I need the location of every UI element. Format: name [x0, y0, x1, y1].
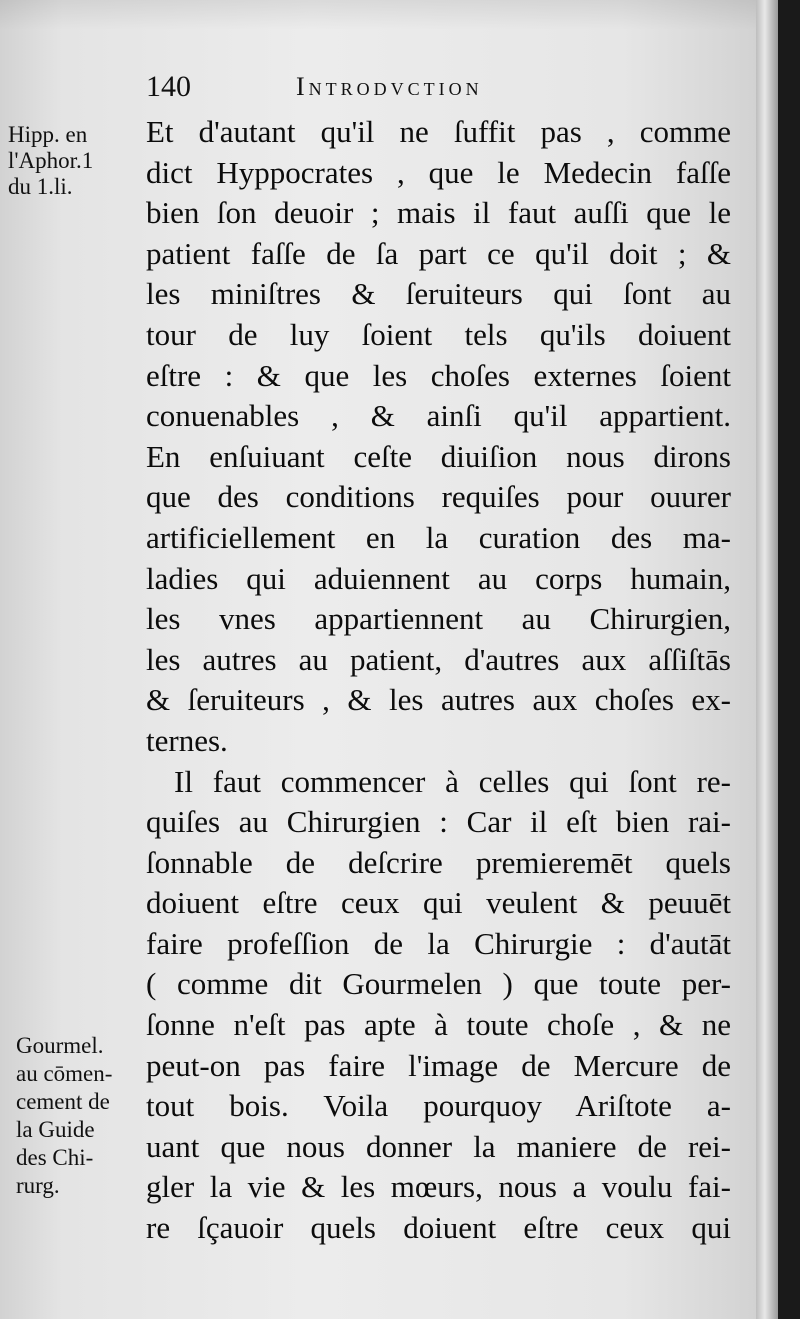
- margin-note-line: au cōmen-: [16, 1061, 113, 1086]
- page-shadow: [0, 0, 778, 30]
- text-line: doiuent eſtre ceux qui veulent & peuuēt: [146, 885, 731, 921]
- margin-note-gourmelen: [16, 1032, 146, 1200]
- margin-note-line: rurg.: [16, 1173, 60, 1198]
- text-line: bien ſon deuoir ; mais il faut auſſi que le: [146, 195, 731, 231]
- text-line: ( comme dit Gourmelen ) que toute per-: [146, 966, 731, 1002]
- text-line: faire profeſſion de la Chirurgie : d'autāt: [146, 925, 731, 961]
- text-line: conuenables , & ainſi qu'il appartient.: [146, 398, 731, 434]
- text-line: les miniſtres & ſeruiteurs qui ſont au: [146, 276, 731, 312]
- margin-note-line: Gourmel.: [16, 1033, 104, 1058]
- page-header: [146, 70, 746, 110]
- margin-note-line: la Guide: [16, 1117, 95, 1142]
- text-line: eſtre : & que les choſes externes ſoient: [146, 357, 731, 393]
- text-line: peut-on pas faire l'image de Mercure de: [146, 1047, 731, 1083]
- page-edge: [756, 0, 778, 1319]
- text-line: les vnes appartiennent au Chirurgien,: [146, 601, 731, 637]
- body-text: [146, 112, 731, 1249]
- text-line: les autres au patient, d'autres aux aſſiſtās: [146, 641, 731, 677]
- margin-note-line: des Chi-: [16, 1145, 94, 1170]
- margin-note-hippocrates: [8, 122, 143, 200]
- text-line: ſonnable de deſcrire premieremēt quels: [146, 844, 731, 880]
- text-line: Et d'autant qu'il ne ſuffit pas , comme: [146, 114, 731, 149]
- text-line: gler la vie & les mœurs, nous a voulu fai-: [146, 1169, 731, 1205]
- text-line: artificiellement en la curation des ma-: [146, 519, 731, 555]
- text-line: patient faſſe de ſa part ce qu'il doit ; &: [146, 235, 731, 271]
- text-line: ſonne n'eſt pas apte à toute choſe , & ne: [146, 1007, 731, 1043]
- text-line: re ſçauoir quels doiuent eſtre ceux qui: [146, 1210, 731, 1246]
- running-title: Introdvction: [296, 72, 483, 101]
- text-line: ladies qui aduiennent au corps humain,: [146, 560, 731, 596]
- text-line: tour de luy ſoient tels qu'ils doiuent: [146, 316, 731, 352]
- page-number: 140: [146, 70, 191, 103]
- text-line: & ſeruiteurs , & les autres aux choſes ex-: [146, 682, 731, 718]
- text-line: tout bois. Voila pourquoy Ariſtote a-: [146, 1088, 731, 1124]
- text-line: En enſuiuant ceſte diuiſion nous dirons: [146, 438, 731, 474]
- text-line: dict Hyppocrates , que le Medecin faſſe: [146, 154, 731, 190]
- margin-note-line: Hipp. en: [8, 122, 88, 147]
- text-line: Il faut commencer à celles qui ſont re-: [174, 763, 731, 799]
- text-line: que des conditions requiſes pour ouurer: [146, 479, 731, 515]
- text-line: uant que nous donner la maniere de rei-: [146, 1128, 731, 1164]
- margin-note-line: du 1.li.: [8, 174, 73, 199]
- margin-note-line: l'Aphor.1: [8, 148, 94, 173]
- text-line: ternes.: [146, 722, 228, 758]
- margin-note-line: cement de: [16, 1089, 110, 1114]
- text-line: quiſes au Chirurgien : Car il eſt bien rai-: [146, 804, 731, 840]
